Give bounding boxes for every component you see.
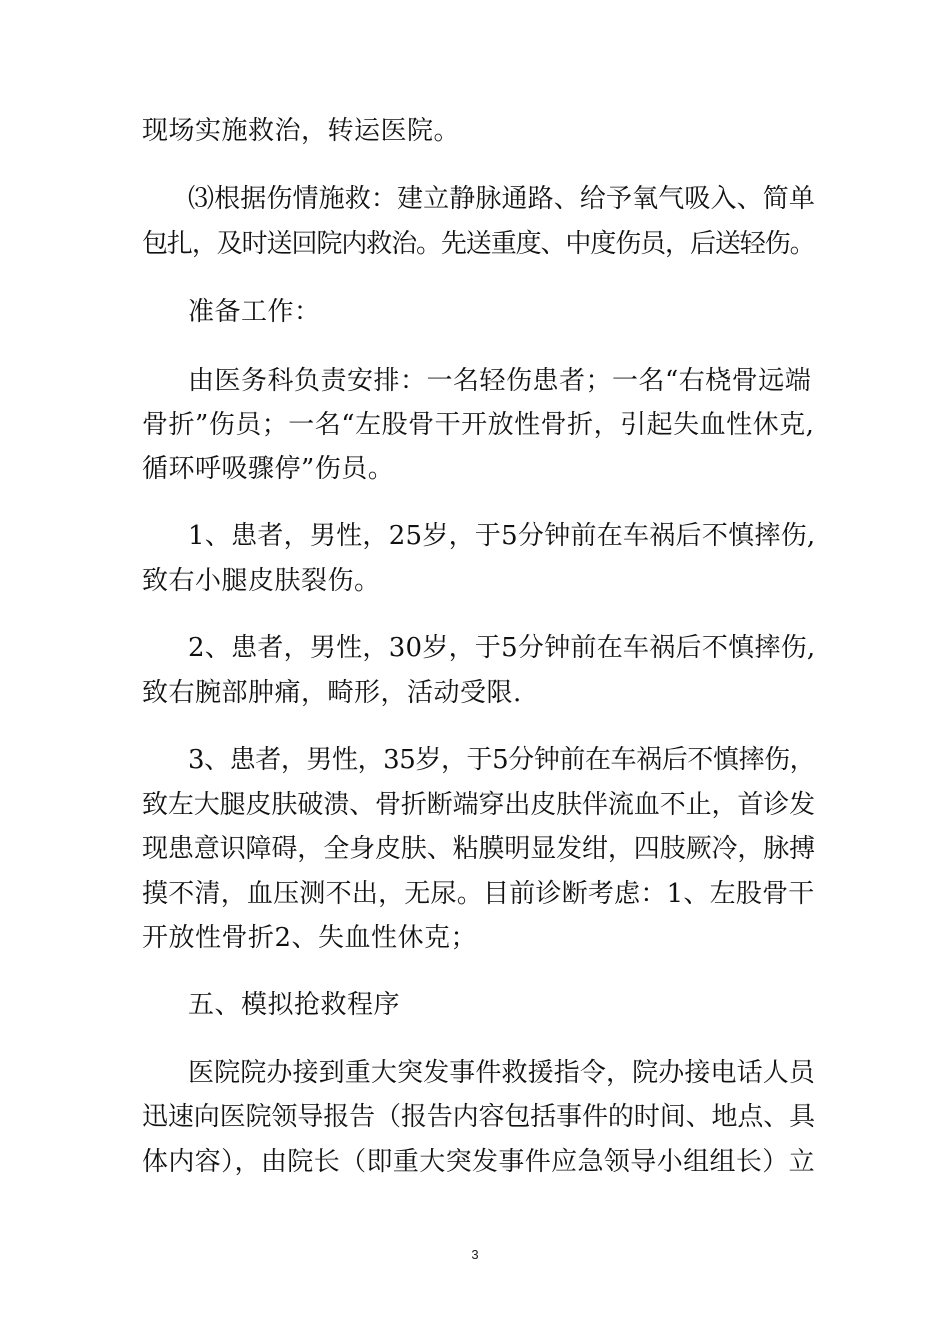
text-line-2: ⑶根据伤情施救：建立静脉通路、给予氧气吸入、简单 <box>188 184 816 214</box>
text-line-5: 由医务科负责安排：一名轻伤患者；一名“右桡骨远端 <box>188 366 812 396</box>
text-line-7: 循环呼吸骤停”伤员。 <box>142 454 395 484</box>
text-line-1: 现场实施救治，转运医院。 <box>142 116 461 146</box>
text-line-9: 致右小腿皮肤裂伤。 <box>142 566 381 596</box>
text-line-16: 开放性骨折2、失血性休克； <box>142 923 478 953</box>
text-line-12: 3、患者，男性，35岁，于5分钟前在车祸后不慎摔伤， <box>188 745 816 775</box>
text-line-11: 致右腕部肿痛，畸形，活动受限. <box>142 678 522 708</box>
text-line-14: 现患意识障碍，全身皮肤、粘膜明显发绀，四肢厥冷，脉搏 <box>142 834 816 864</box>
text-line-13: 致左大腿皮肤破溃、骨折断端穿出皮肤伴流血不止，首诊发 <box>142 790 816 820</box>
section-heading: 五、模拟抢救程序 <box>188 990 401 1020</box>
text-line-3: 包扎，及时送回院内救治。先送重度、中度伤员，后送轻伤。 <box>142 229 815 259</box>
text-line-15: 摸不清，血压测不出，无尿。目前诊断考虑：1、左股骨干 <box>142 879 815 909</box>
text-line-20: 体内容），由院长（即重大突发事件应急领导小组组长）立 <box>142 1147 816 1177</box>
text-line-19: 迅速向医院领导报告（报告内容包括事件的时间、地点、具 <box>142 1102 816 1132</box>
text-line-6: 骨折”伤员；一名“左股骨干开放性骨折，引起失血性休克, <box>142 410 815 440</box>
text-line-10: 2、患者，男性，30岁，于5分钟前在车祸后不慎摔伤, <box>188 633 816 663</box>
text-line-18: 医院院办接到重大突发事件救援指令，院办接电话人员 <box>188 1058 816 1088</box>
text-line-4: 准备工作： <box>188 297 321 327</box>
page-number: 3 <box>471 1247 479 1262</box>
text-line-8: 1、患者，男性，25岁，于5分钟前在车祸后不慎摔伤, <box>188 521 816 551</box>
